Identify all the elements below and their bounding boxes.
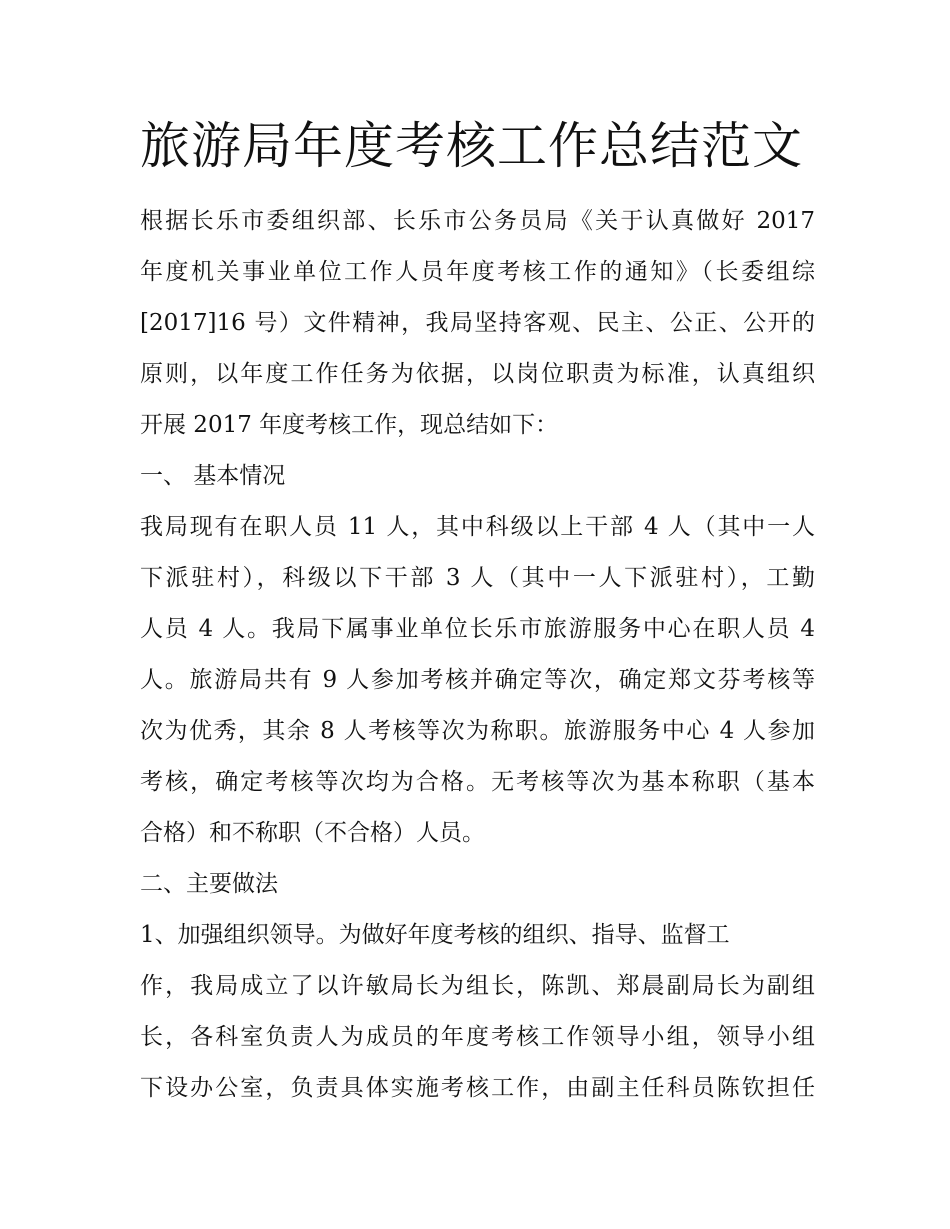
paragraph-line: 原则，以年度工作任务为依据，以岗位职责为标准，认真组织 bbox=[140, 361, 815, 387]
paragraph-line: 下设办公室，负责具体实施考核工作，由副主任科员陈钦担任 bbox=[140, 1075, 815, 1101]
paragraph-line: 作，我局成立了以许敏局长为组长，陈凯、郑晨副局长为副组 bbox=[140, 973, 815, 999]
paragraph-line: 人员 4 人。我局下属事业单位长乐市旅游服务中心在职人员 4 bbox=[140, 616, 815, 642]
paragraph-line: 下派驻村），科级以下干部 3 人（其中一人下派驻村），工勤 bbox=[140, 565, 815, 591]
paragraph-line: 开展 2017 年度考核工作，现总结如下： bbox=[140, 412, 559, 438]
paragraph-line: 根据长乐市委组织部、长乐市公务员局《关于认真做好 2017 bbox=[140, 208, 815, 234]
section-heading: 一、 基本情况 bbox=[140, 463, 286, 489]
paragraph-line: 人。旅游局共有 9 人参加考核并确定等次，确定郑文芬考核等 bbox=[140, 667, 815, 693]
document-title: 旅游局年度考核工作总结范文 bbox=[140, 117, 803, 175]
paragraph-line: 考核，确定考核等次均为合格。无考核等次为基本称职（基本 bbox=[140, 769, 815, 795]
paragraph-line: 年度机关事业单位工作人员年度考核工作的通知》（长委组综 bbox=[140, 259, 815, 285]
paragraph-line: 长，各科室负责人为成员的年度考核工作领导小组，领导小组 bbox=[140, 1024, 815, 1050]
paragraph-line: [2017]16 号）文件精神，我局坚持客观、民主、公正、公开的 bbox=[140, 310, 815, 336]
paragraph-line: 1、加强组织领导。为做好年度考核的组织、指导、监督工 bbox=[140, 922, 730, 948]
paragraph-line: 合格）和不称职（不合格）人员。 bbox=[140, 820, 485, 846]
paragraph-line: 次为优秀，其余 8 人考核等次为称职。旅游服务中心 4 人参加 bbox=[140, 718, 815, 744]
document-body bbox=[140, 196, 815, 1114]
section-heading: 二、主要做法 bbox=[140, 871, 278, 897]
paragraph-line: 我局现有在职人员 11 人，其中科级以上干部 4 人（其中一人 bbox=[140, 514, 815, 540]
